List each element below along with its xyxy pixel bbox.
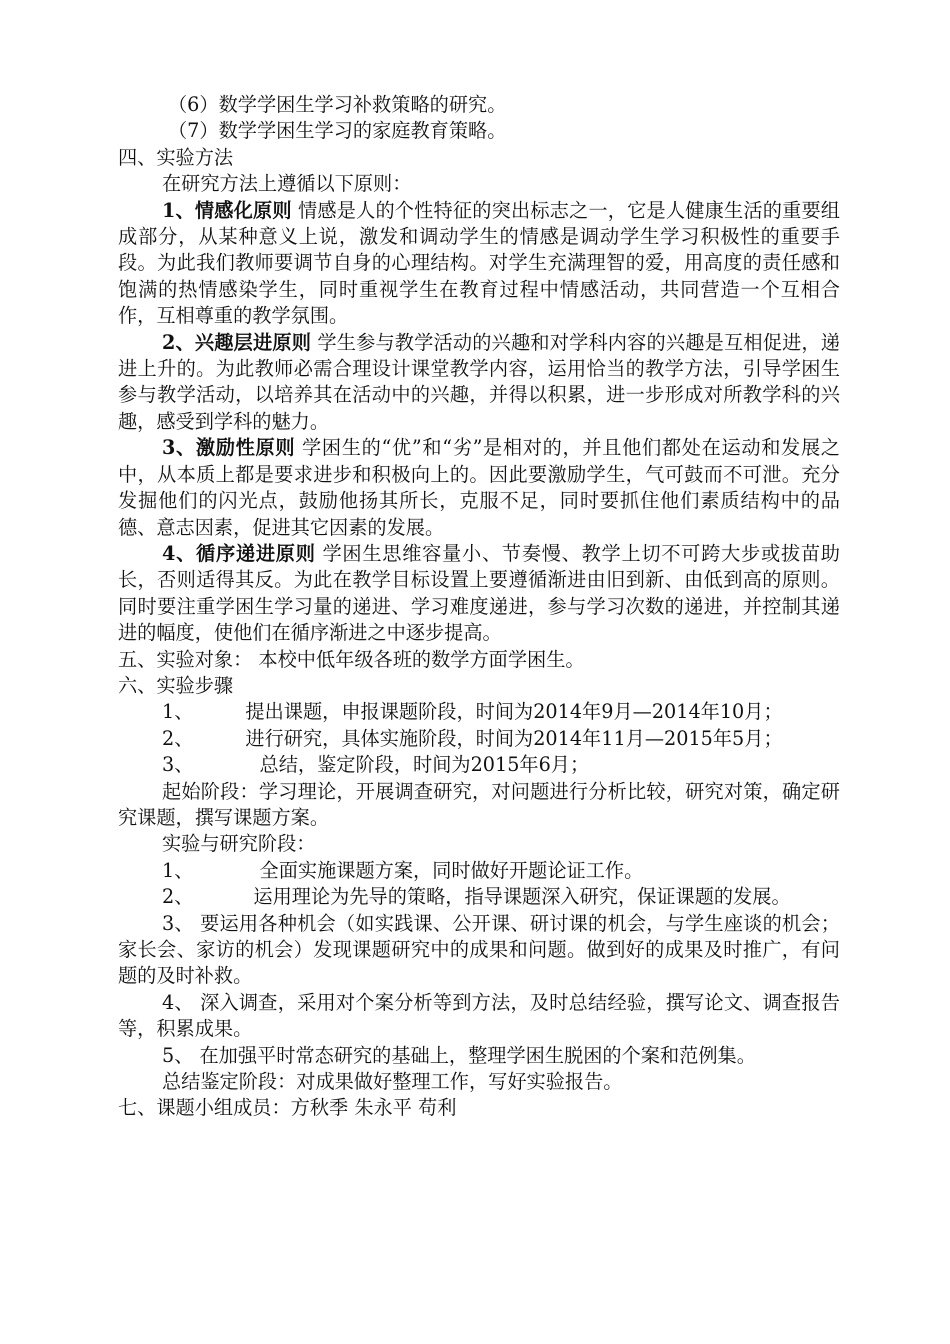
experiment-item-1 — [118, 858, 840, 884]
principle-1-body: 情感是人的个性特征的突出标志之一，它是人健康生活的重要组成部分，从某种意义上说，激发和调动学生的情感是调动学生学习积极性的重要手段。为此我们教师要调节自身的心理结构。对学生充满理智的爱，用高度的责任感和饱满的热情感染学生，同时重视学生在教育过程中情感活动，共同营造一个互相合作，互相尊重的教学氛围。 — [118, 198, 840, 328]
principle-4-body: 学困生思维容量小、节奏慢、教学上切不可跨大步或拔苗助长，否则适得其反。为此在教学目标设置上要遵循渐进由旧到新、由低到高的原则。同时要注重学困生学习量的递进、学习难度递进，参与学习次数的递进，并控制其递进的幅度，使他们在循序渐进之中逐步提高。 — [118, 541, 840, 645]
principle-3-title: 3、激励性原则 — [162, 436, 296, 460]
item-6: （6）数学学困生学习补救策略的研究。 — [168, 93, 507, 116]
section-6-heading: 六、实验步骤 — [118, 673, 234, 697]
experiment-item-4: 4、 深入调查，采用对个案分析等到方法，及时总结经验，撰写论文、调查报告等，积累成果。 — [118, 990, 840, 1041]
principle-4-title: 4、循序递进原则 — [162, 541, 316, 565]
experiment-item-1-text: 全面实施课题方案，同时做好开题论证工作。 — [253, 858, 644, 882]
section-4-intro: 在研究方法上遵循以下原则： — [162, 172, 412, 196]
principle-1 — [118, 198, 840, 330]
experiment-item-2 — [118, 884, 840, 910]
principle-3-body: 学困生的“优”和“劣”是相对的，并且他们都处在运动和发展之中，从本质上都是要求进步和积极向上的。因此要激励学生，气可鼓而不可泄。充分发掘他们的闪光点，鼓励他扬其所长，克服不足，同时要抓住他们素质结构中的品德、意志因素，促进其它因素的发展。 — [118, 436, 840, 539]
summary-stage: 总结鉴定阶段：对成果做好整理工作，写好实验报告。 — [162, 1070, 623, 1094]
step-3-text: 总结，鉴定阶段，时间为2015年6月； — [253, 753, 590, 777]
step-1-number: 1、 — [162, 700, 194, 724]
step-3-number: 3、 — [162, 753, 194, 777]
step-2-text: 进行研究，具体实施阶段，时间为2014年11月—2015年5月； — [245, 726, 783, 750]
section-5-heading: 五、实验对象： 本校中低年级各班的数学方面学困生。 — [118, 647, 585, 671]
step-1-text: 提出课题，申报课题阶段，时间为2014年9月—2014年10月； — [245, 700, 783, 724]
experiment-item-2-text: 运用理论为先导的策略，指导课题深入研究，保证课题的发展。 — [253, 885, 791, 909]
section-7-members: 七、课题小组成员：方秋季 朱永平 苟利 — [118, 1096, 457, 1120]
principle-2-body: 学生参与教学活动的兴趣和对学科内容的兴趣是互相促进，递进上升的。为此教师必需合理设计课堂教学内容，运用恰当的教学方法，引导学困生参与教学活动，以培养其在活动中的兴趣，并得以积累，进一步形成对所教学科的兴趣，感受到学科的魅力。 — [118, 330, 840, 433]
experiment-item-3: 3、 要运用各种机会（如实践课、公开课、研讨课的机会，与学生座谈的机会；家长会、家访的机会）发现课题研究中的成果和问题。做到好的成果及时推广，有问题的及时补救。 — [118, 911, 840, 988]
principle-3 — [118, 435, 840, 541]
start-stage: 起始阶段：学习理论，开展调查研究，对问题进行分析比较，研究对策，确定研究课题，撰写课题方案。 — [118, 779, 840, 829]
item-7: （7）数学学困生学习的家庭教育策略。 — [168, 119, 507, 143]
step-3 — [118, 752, 840, 778]
principle-2 — [118, 330, 840, 436]
experiment-item-1-number: 1、 — [162, 858, 194, 882]
experiment-item-2-number: 2、 — [162, 885, 194, 909]
principle-2-title: 2、兴趣层进原则 — [162, 330, 312, 354]
principle-4 — [118, 541, 840, 647]
principle-1-title: 1、情感化原则 — [162, 198, 292, 222]
step-2 — [118, 726, 840, 752]
experiment-stage-heading: 实验与研究阶段： — [162, 832, 316, 856]
step-1 — [118, 699, 840, 725]
experiment-item-5: 5、 在加强平时常态研究的基础上，整理学困生脱困的个案和范例集。 — [162, 1043, 756, 1067]
document-page — [118, 92, 840, 1122]
section-4-heading: 四、实验方法 — [118, 145, 234, 169]
step-2-number: 2、 — [162, 726, 194, 750]
